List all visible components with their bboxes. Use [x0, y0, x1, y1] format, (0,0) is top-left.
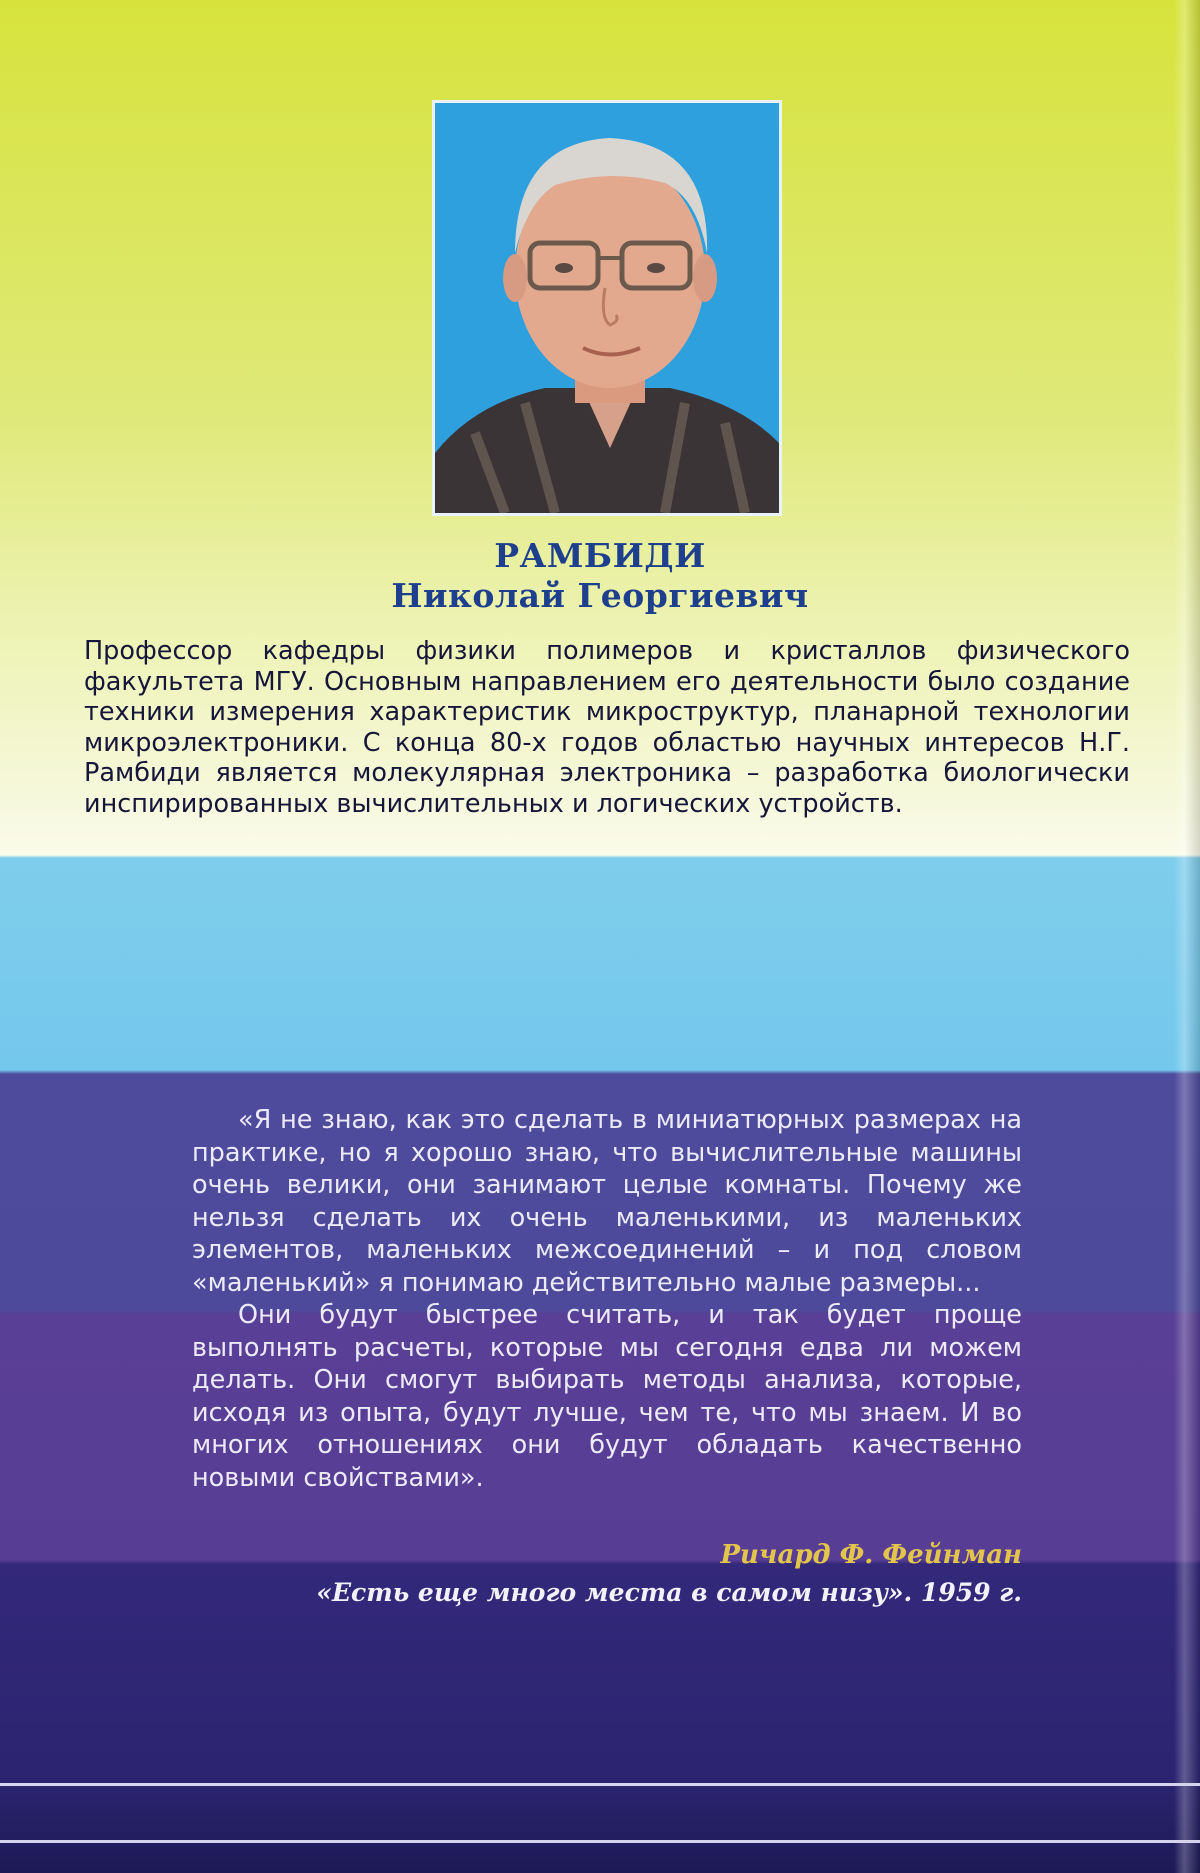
author-biography: Профессор кафедры физики полимеров и кристаллов физического факультета МГУ. Основным направлением его деятельности было создание техники измерения характеристик микроструктур, планарной технологии микроэлектроники. С конца 80-х годов областью научных интересов Н.Г. Рамбиди является молекулярная электроника – разработка биологически инспирированных вычислительных и логических устройств.	[84, 636, 1130, 819]
quote-author: Ричард Ф. Фейнман	[720, 1540, 1022, 1570]
quote-paragraph-2: Они будут быстрее считать, и так будет проще выполнять расчеты, которые мы сегодня едва ли можем делать. Они смогут выбирать методы анализа, которые, исходя из опыта, будут лучше, чем те, что мы знаем. И во многих отношениях они будут обладать качественно новыми свойствами».	[192, 1300, 1022, 1493]
cover-edge-shading	[1174, 0, 1200, 1873]
bottom-divider-line	[0, 1783, 1200, 1786]
author-portrait-illustration	[435, 103, 779, 513]
author-photo	[432, 100, 782, 516]
author-last-name: РАМБИДИ	[494, 536, 706, 575]
author-first-names: Николай Георгиевич	[391, 576, 809, 615]
bottom-divider-line-lower	[0, 1840, 1200, 1843]
quote-source: «Есть еще много места в самом низу». 1959 г.	[316, 1578, 1022, 1607]
quote-paragraph-1: «Я не знаю, как это сделать в миниатюрных размерах на практике, но я хорошо знаю, что вычислительные машины очень велики, они занимают целые комнаты. Почему же нельзя сделать их очень маленькими, из маленьких элементов, маленьких межсоединений – и под словом «маленький» я понимаю действительно малые размеры...	[192, 1105, 1022, 1298]
feynman-quote	[192, 1104, 1022, 1494]
